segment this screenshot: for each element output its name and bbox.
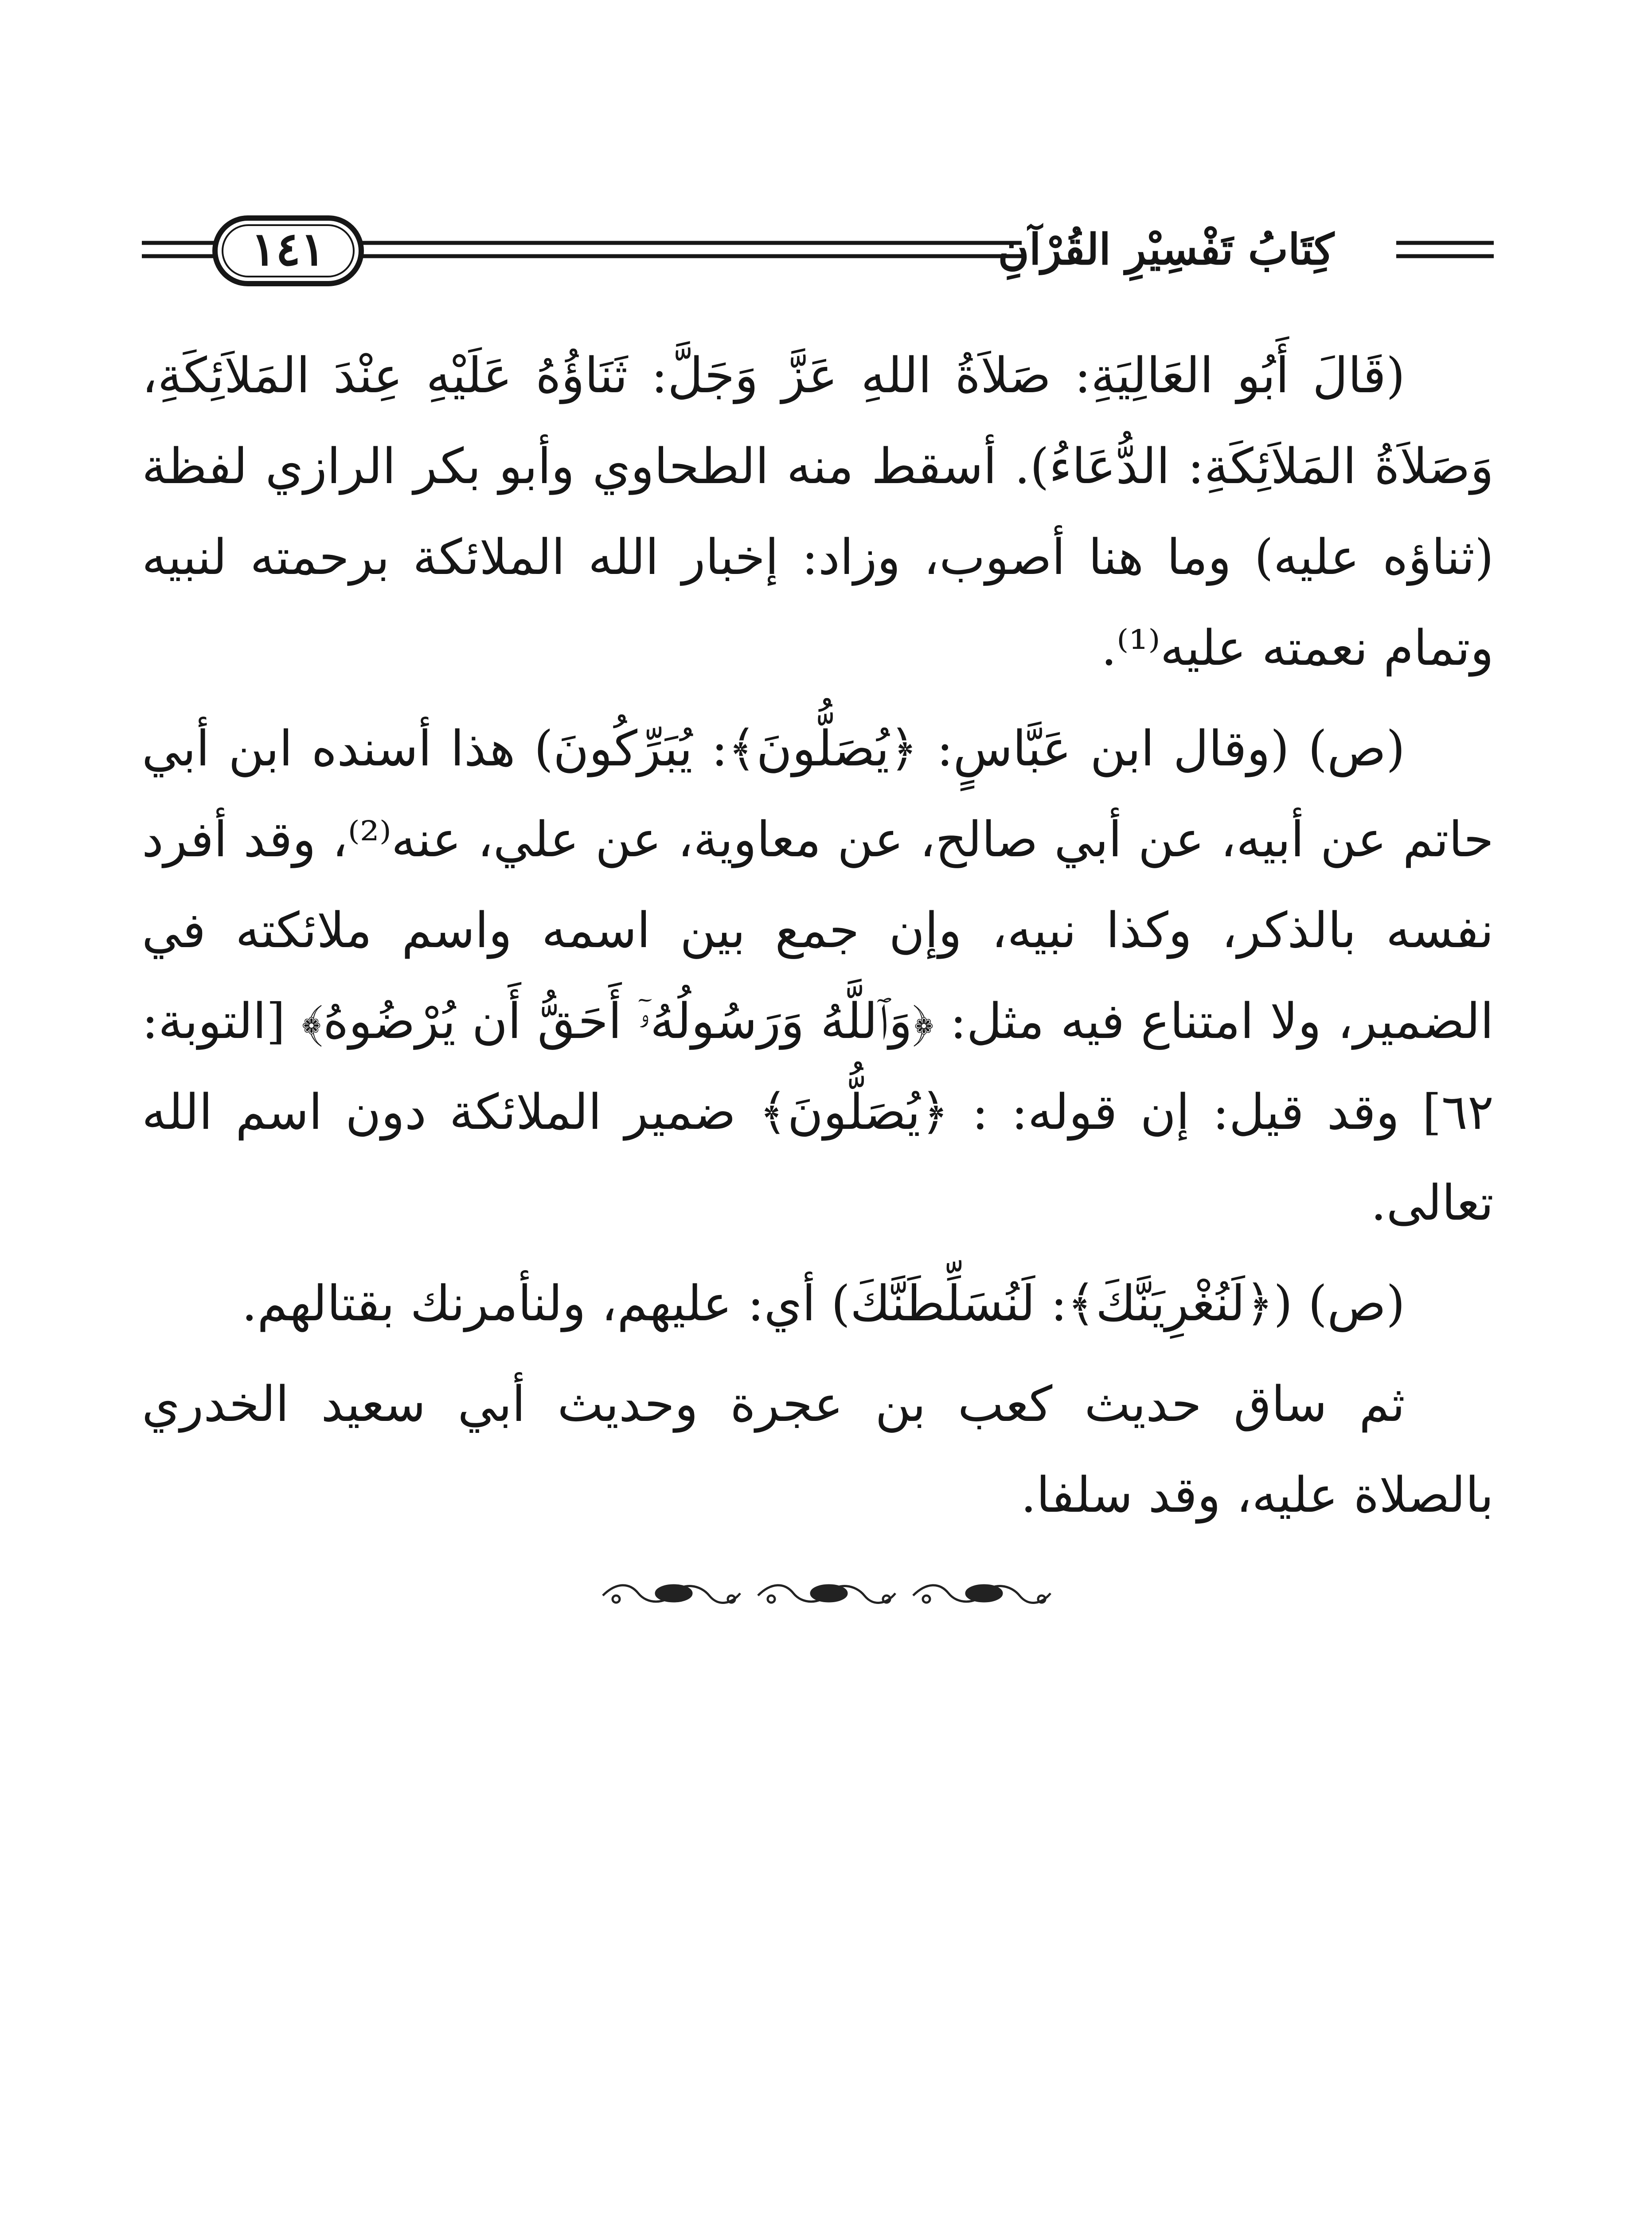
running-header [142, 208, 1494, 297]
paragraph-3: (ص) (﴿لَنُغْرِيَنَّكَ﴾: لَنُسَلِّطَنَّكَ) أي: عليهم، ولنأمرنك بقتالهم. [242, 1275, 1405, 1332]
book-title: كِتَابُ تَفْسِيْرِ القُرْآنِ [998, 224, 1334, 274]
main-text [142, 330, 1494, 1541]
paragraph-1: (قَالَ أَبُو العَالِيَةِ: صَلاَةُ اللهِ عَزَّ وَجَلَّ: ثَنَاؤُهُ عَلَيْهِ عِنْدَ المَلاَئِكَةِ، وَصَلاَةُ المَلاَئِكَةِ: الدُّعَاءُ). أسقط منه الطحاوي وأبو بكر الرازي لفظة (ثناؤه عليه) وما هنا أصوب، وزاد: إخبار الله الملائكة برحمته لنبيه وتمام نعمته عليه⁽¹⁾. [142, 347, 1494, 676]
paragraph-2: (ص) (وقال ابن عَبَّاسٍ: ﴿يُصَلُّونَ﴾: يُبَرِّكُونَ) هذا أسنده ابن أبي حاتم عن أبيه، عن أبي صالح، عن معاوية، عن علي، عنه⁽²⁾، وقد أفرد نفسه بالذكر، وكذا نبيه، وإن جمع بين اسمه واسم ملائكته في الضمير، ولا امتناع فيه مثل: ﴿وَٱللَّهُ وَرَسُولُهُۥٓ أَحَقُّ أَن يُرْضُوهُ﴾ [التوبة: ٦٢] وقد قيل: إن قوله: : ﴿يُصَلُّونَ﴾ ضمير الملائكة دون اسم الله تعالى. [142, 720, 1494, 1231]
page-number: ١٤١ [251, 222, 325, 276]
paragraph-4: ثم ساق حديث كعب بن عجرة وحديث أبي سعيد الخدري بالصلاة عليه، وقد سلفا. [142, 1376, 1494, 1523]
section-end-ornament [598, 1573, 1055, 1613]
